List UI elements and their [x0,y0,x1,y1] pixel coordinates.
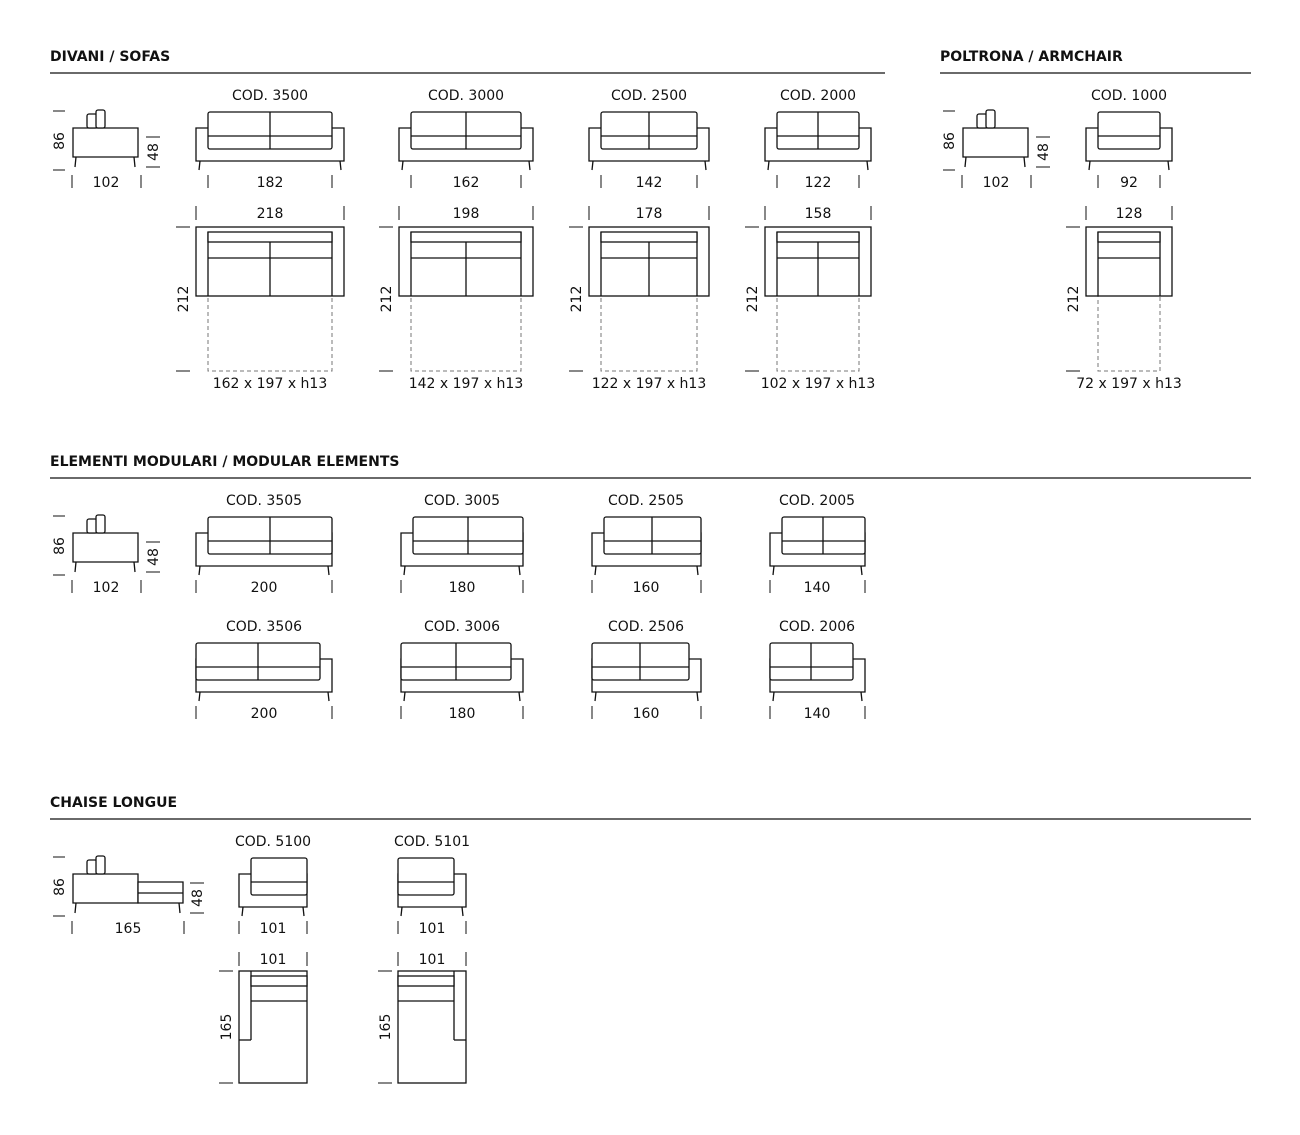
modular-2005 [770,493,865,596]
chaise-width: 101 [418,921,446,937]
modular-2506 [592,619,701,722]
modular-3005 [401,493,523,596]
module-code: COD. 3005 [423,493,501,509]
chaise-top-width: 101 [418,952,446,968]
sofa-code: COD. 3500 [231,88,309,104]
sofa-width: 162 [452,175,480,191]
chaise-side-height: 86 [52,878,68,896]
chaise-side-seat: 48 [190,889,206,907]
armchair-heading: POLTRONA / ARMCHAIR [940,49,1123,65]
module-code: COD. 3506 [225,619,303,635]
module-width: 200 [250,706,278,722]
armchair-side-depth: 102 [982,175,1010,191]
sofa-bed-depth: 212 [379,285,395,313]
sofa-2500 [569,88,709,392]
sofa-bed-width: 218 [256,206,284,222]
chaise-length: 165 [378,1013,394,1041]
modular-side-seat: 48 [146,548,162,566]
armchair-side-seat: 48 [1036,143,1052,161]
sofa-bed-depth: 212 [745,285,761,313]
sofa-bed-width: 198 [452,206,480,222]
modular-side-view [52,515,162,596]
modular-2505 [592,493,701,596]
chaise-side-view [52,856,206,937]
sofa-bed-depth: 212 [569,285,585,313]
sofa-mattress: 102 x 197 x h13 [760,376,876,392]
chaise-5101 [378,834,470,1083]
module-width: 160 [632,706,660,722]
sofa-bed-width: 158 [804,206,832,222]
sofa-mattress: 142 x 197 x h13 [408,376,524,392]
armchair-mattress: 72 x 197 x h13 [1076,376,1182,392]
modular-3006 [401,619,523,722]
armchair-side-height: 86 [942,132,958,150]
armchair-width: 92 [1120,175,1138,191]
armchair-code: COD. 1000 [1090,88,1168,104]
module-code: COD. 2005 [778,493,856,509]
sofa-code: COD. 3000 [427,88,505,104]
sofas-heading: DIVANI / SOFAS [50,49,171,65]
chaise-top-width: 101 [259,952,287,968]
sofa-3000 [379,88,533,392]
chaise-width: 101 [259,921,287,937]
sofa-bed-width: 178 [635,206,663,222]
sofa-2000 [745,88,875,392]
sofa-code: COD. 2500 [610,88,688,104]
module-width: 200 [250,580,278,596]
modular-side-depth: 102 [92,580,120,596]
armchair-bed-width: 128 [1115,206,1143,222]
module-width: 160 [632,580,660,596]
sofas-side-depth: 102 [92,175,120,191]
chaise-code: COD. 5100 [234,834,312,850]
chaise-5100 [219,834,311,1083]
modular-heading: ELEMENTI MODULARI / MODULAR ELEMENTS [50,454,400,470]
chaise-length: 165 [219,1013,235,1041]
sofa-width: 142 [635,175,663,191]
module-width: 140 [803,706,831,722]
modular-side-height: 86 [52,537,68,555]
module-width: 140 [803,580,831,596]
sofas-side-view [52,110,162,191]
chaise-heading: CHAISE LONGUE [50,795,178,811]
modular-3505 [196,493,332,596]
module-code: COD. 2006 [778,619,856,635]
sofa-code: COD. 2000 [779,88,857,104]
module-code: COD. 3505 [225,493,303,509]
armchair-1000 [1066,88,1182,392]
chaise-side-depth: 165 [114,921,142,937]
armchair-bed-depth: 212 [1066,285,1082,313]
module-width: 180 [448,580,476,596]
sofa-width: 122 [804,175,832,191]
module-code: COD. 2505 [607,493,685,509]
modular-3506 [196,619,332,722]
sofas-side-seat: 48 [146,143,162,161]
module-code: COD. 2506 [607,619,685,635]
modular-2006 [770,619,865,722]
chaise-code: COD. 5101 [393,834,471,850]
sofa-width: 182 [256,175,284,191]
sofa-3500 [176,88,344,392]
sofa-mattress: 162 x 197 x h13 [212,376,328,392]
sofas-side-height: 86 [52,132,68,150]
module-width: 180 [448,706,476,722]
module-code: COD. 3006 [423,619,501,635]
sofa-mattress: 122 x 197 x h13 [591,376,707,392]
armchair-side-view [942,110,1052,191]
sofa-bed-depth: 212 [176,285,192,313]
